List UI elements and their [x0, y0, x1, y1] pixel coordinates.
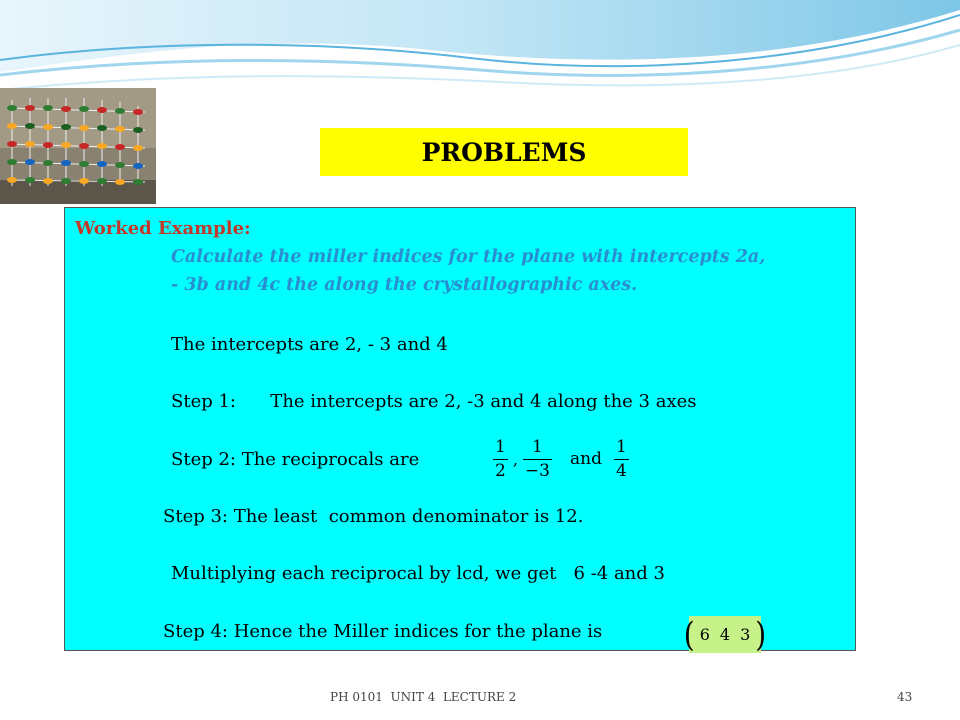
index-k: 4 — [719, 625, 731, 644]
multiply-statement: Multiplying each reciprocal by lcd, we get 6 -4 and 3 — [171, 563, 665, 584]
reciprocals-formula — [493, 433, 629, 485]
intercepts-statement: The intercepts are 2, - 3 and 4 — [171, 334, 448, 355]
worked-example-box — [64, 207, 856, 654]
crystal-lattice-model-image — [0, 88, 156, 204]
question-line-1: Calculate the miller indices for the plane with intercepts 2a, — [171, 247, 766, 267]
index-h: 6 — [699, 625, 710, 644]
step-4: Step 4: Hence the Miller indices for the plane is — [163, 621, 603, 642]
index-l: 3 — [740, 625, 751, 644]
worked-example-heading: Worked Example: — [75, 218, 251, 239]
fraction-one-minus-third: $\frac{1}{-3}$ — [524, 436, 550, 481]
step-2: Step 2: The reciprocals are — [171, 449, 420, 470]
fraction-one-quarter: $\frac{1}{4}$ — [615, 436, 627, 481]
miller-indices-result — [683, 614, 767, 654]
footer-course: PH 0101 UNIT 4 LECTURE 2 — [330, 690, 517, 704]
question-line-2: - 3b and 4c the along the crystallographic axes. — [171, 275, 638, 295]
footer-page-number: 43 — [897, 690, 913, 704]
close-paren: ) — [755, 614, 767, 654]
slide-title: PROBLEMS — [320, 128, 688, 176]
step-1: Step 1: The intercepts are 2, -3 and 4 along the 3 axes — [171, 391, 697, 412]
open-paren: ( — [683, 614, 695, 654]
and-word: and — [569, 449, 602, 469]
fraction-one-half: $\frac{1}{2}$ — [495, 436, 506, 481]
fraction-separator: , — [512, 449, 518, 469]
step-3: Step 3: The least common denominator is 12. — [163, 506, 584, 527]
